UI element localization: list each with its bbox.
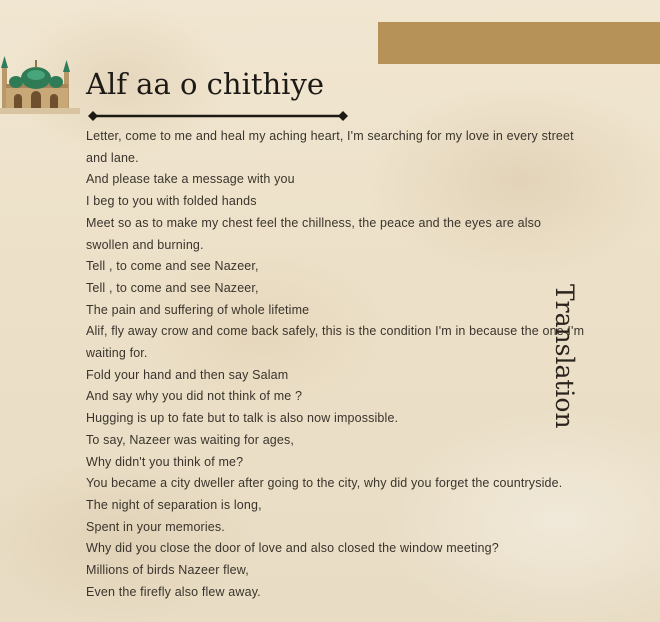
lyric-line: Letter, come to me and heal my aching heart, I'm searching for my love in every street and lane.	[86, 129, 574, 165]
translation-label: Translation	[550, 284, 579, 429]
lyric-line: The night of separation is long,	[86, 497, 262, 512]
lyric-line: Why did you close the door of love and also closed the window meeting?	[86, 541, 499, 556]
mosque-icon	[0, 38, 80, 114]
lyric-line: Meet so as to make my chest feel the chillness, the peace and the eyes are also swollen and burning.	[86, 215, 542, 252]
lyric-line: Tell , to come and see Nazeer,	[86, 280, 259, 295]
lyric-line: Fold your hand and then say Salam	[86, 367, 289, 382]
lyric-line: Tell , to come and see Nazeer,	[86, 259, 259, 274]
title-divider	[88, 110, 348, 122]
lyric-line: I beg to you with folded hands	[86, 194, 257, 209]
lyric-line: And please take a message with you	[86, 172, 295, 187]
lyric-line: Why didn't you think of me?	[86, 454, 244, 469]
lyric-line: Alif, fly away crow and come back safely, this is the condition I'm in because the one I'm waiting for.	[86, 324, 585, 361]
lyric-line: Spent in your memories.	[86, 519, 225, 534]
lyrics-list	[86, 126, 586, 603]
lyric-line: Hugging is up to fate but to talk is also now impossible.	[86, 411, 399, 426]
lyric-line: Even the firefly also flew away.	[86, 584, 261, 599]
lyric-line: And say why you did not think of me ?	[86, 389, 303, 404]
lyric-line: Millions of birds Nazeer flew,	[86, 563, 249, 578]
decorative-accent-bar	[378, 22, 660, 64]
page-title: Alf aa o chithiye	[86, 67, 324, 101]
lyric-line: To say, Nazeer was waiting for ages,	[86, 432, 295, 447]
lyric-line: You became a city dweller after going to the city, why did you forget the countryside.	[86, 476, 563, 491]
lyric-line: The pain and suffering of whole lifetime	[86, 302, 310, 317]
